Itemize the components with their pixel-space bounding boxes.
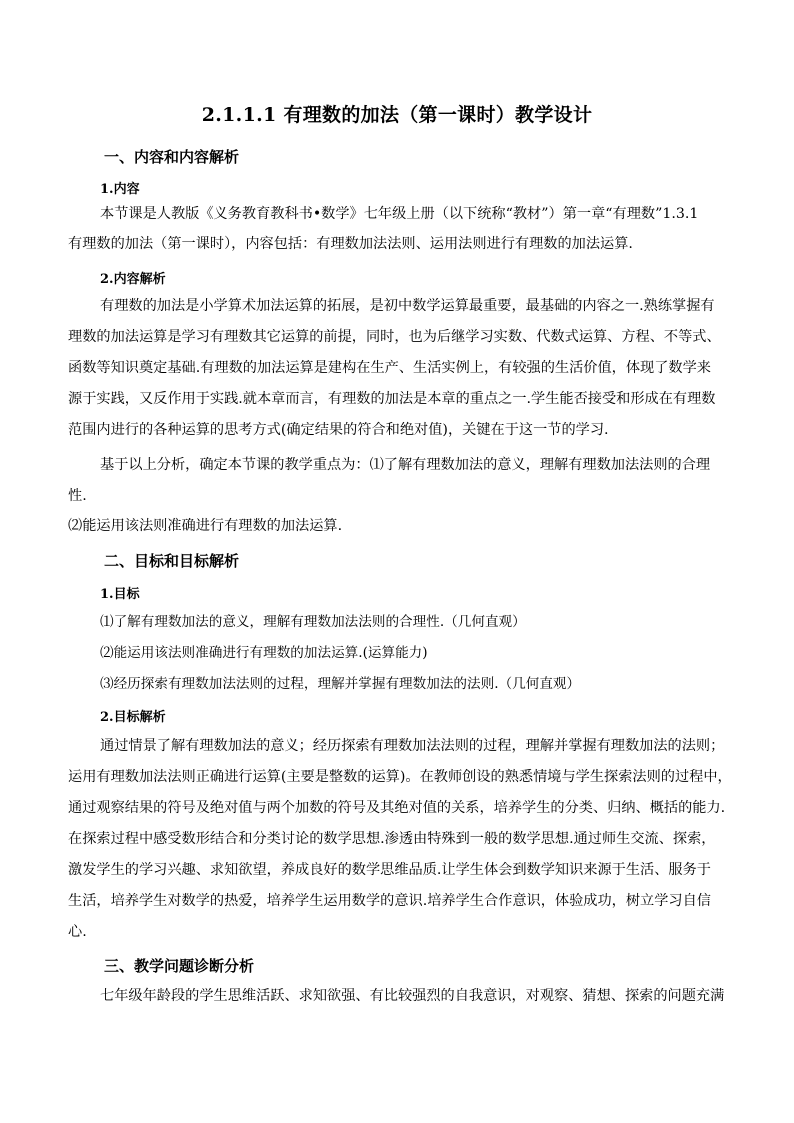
section-heading-goals: 二、目标和目标解析 [104, 552, 240, 570]
subheading-goals: 1.目标 [100, 587, 140, 602]
document-title: 2.1.1.1 有理数的加法（第一课时）教学设计 [201, 104, 593, 126]
paragraph-line: 本节课是人教版《义务教育教科书•数学》七年级上册（以下统称“教材”）第一章“有理数”1.3.1 [100, 206, 699, 222]
subheading-goals-analysis: 2.目标解析 [100, 710, 166, 725]
paragraph-line: 激发学生的学习兴趣、求知欲望，养成良好的数学思维品质.让学生体会到数学知识来源于生活、服务于 [68, 862, 711, 878]
paragraph-line: 在探索过程中感受数形结合和分类讨论的数学思想.渗透由特殊到一般的数学思想.通过师生交流、探索， [68, 831, 716, 847]
paragraph-line: 源于实践，又反作用于实践.就本章而言，有理数的加法是本章的重点之一.学生能否接受和形成在有理数 [68, 391, 716, 407]
paragraph-line: 函数等知识奠定基础.有理数的加法运算是建构在生产、生活实例上，有较强的生活价值，体现了数学来 [68, 360, 711, 376]
goal-item: ⑵能运用该法则准确进行有理数的加法运算.(运算能力) [100, 645, 428, 661]
subheading-content-analysis: 2.内容解析 [100, 272, 166, 287]
paragraph-line: 范围内进行的各种运算的思考方式(确定结果的符合和绝对值)，关键在于这一节的学习. [68, 422, 609, 438]
subheading-content: 1.内容 [100, 182, 140, 197]
paragraph-line: 心. [68, 924, 87, 940]
goal-item: ⑴了解有理数加法的意义，理解有理数加法法则的合理性.（几何直观） [100, 614, 526, 630]
paragraph-line: 通过观察结果的符号及绝对值与两个加数的符号及其绝对值的关系，培养学生的分类、归纳、概括的能力. [68, 800, 726, 816]
paragraph-line: 通过情景了解有理数加法的意义；经历探索有理数加法法则的过程，理解并掌握有理数加法的法则； [100, 738, 725, 754]
paragraph-line: 有理数的加法是小学算术加法运算的拓展，是初中数学运算最重要，最基础的内容之一.熟练掌握有 [100, 298, 715, 314]
section-heading-content: 一、内容和内容解析 [104, 148, 240, 166]
paragraph-line: 有理数的加法（第一课时），内容包括：有理数加法法则、运用法则进行有理数的加法运算. [68, 236, 633, 252]
paragraph-line: ⑵能运用该法则准确进行有理数的加法运算. [68, 518, 343, 534]
goal-item: ⑶经历探索有理数加法法则的过程，理解并掌握有理数加法的法则.（几何直观） [100, 676, 581, 692]
paragraph-line: 基于以上分析，确定本节课的教学重点为：⑴了解有理数加法的意义，理解有理数加法法则的合理 [100, 457, 711, 473]
section-heading-diagnosis: 三、教学问题诊断分析 [104, 957, 255, 975]
paragraph-line: 理数的加法运算是学习有理数其它运算的前提，同时，也为后继学习实数、代数式运算、方程、不等式、 [68, 329, 721, 345]
paragraph-line: 运用有理数加法法则正确进行运算(主要是整数的运算)。在教师创设的熟悉情境与学生探索法则的过程中， [68, 769, 732, 785]
paragraph-line: 七年级年龄段的学生思维活跃、求知欲强、有比较强烈的自我意识，对观察、猜想、探索的问题充满 [100, 988, 725, 1004]
paragraph-line: 性. [68, 488, 87, 504]
paragraph-line: 生活，培养学生对数学的热爱，培养学生运用数学的意识.培养学生合作意识，体验成功，树立学习自信 [68, 893, 711, 909]
